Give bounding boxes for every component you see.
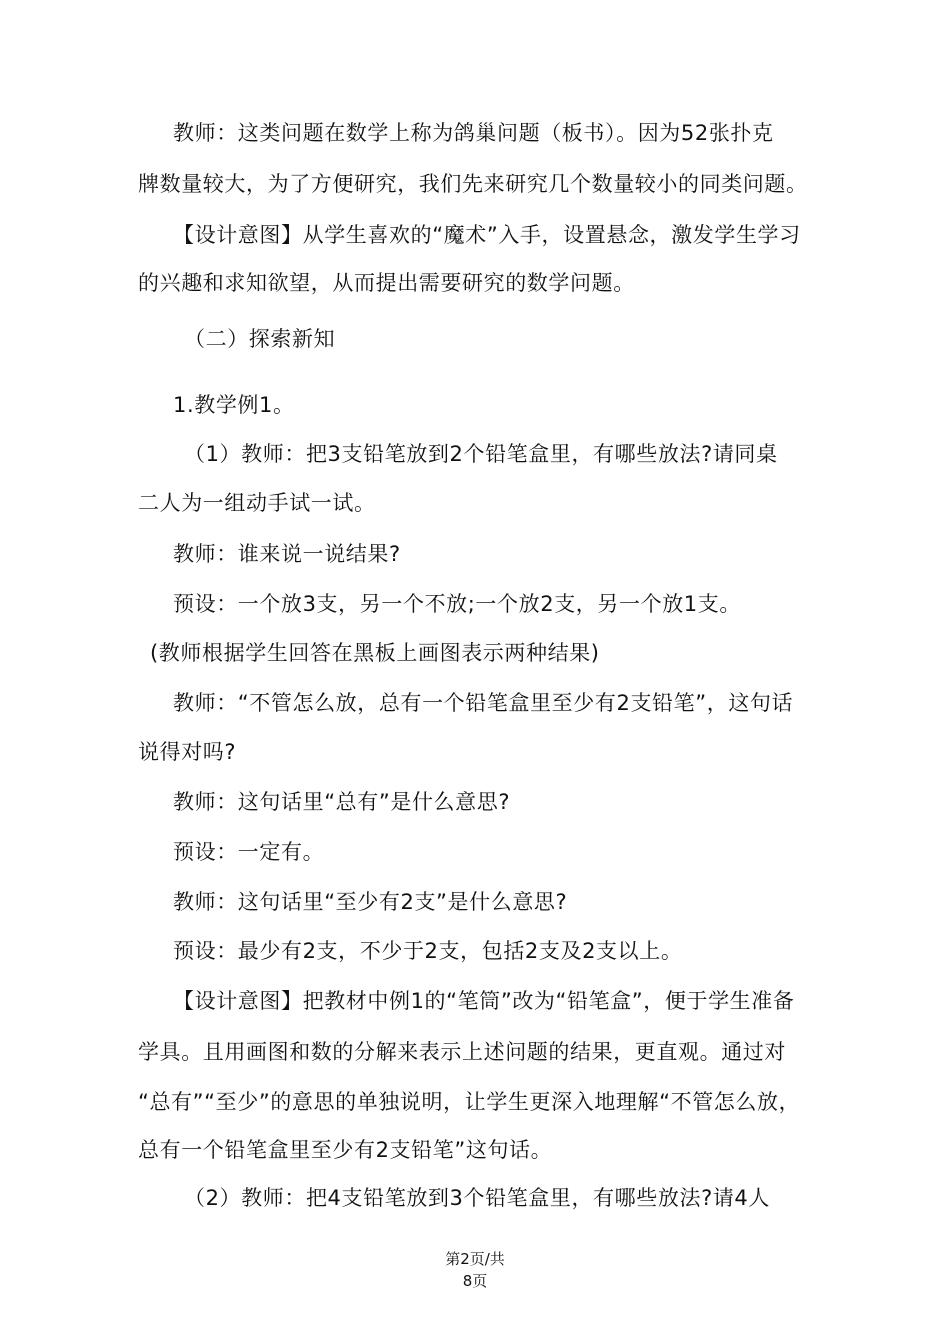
- page-footer-line2: 8页: [462, 1272, 488, 1290]
- example-heading: 1.教学例1。: [173, 393, 295, 417]
- paragraph-line: 教师：这句话里“总有”是什么意思?: [173, 790, 511, 814]
- paragraph-line: 的兴趣和求知欲望，从而提出需要研究的数学问题。: [138, 271, 635, 295]
- paragraph-line: 教师：谁来说一说结果?: [173, 542, 401, 566]
- page-footer-line1: 第2页/共: [445, 1250, 505, 1268]
- paragraph-line: （2）教师：把4支铅笔放到3个铅笔盒里，有哪些放法?请4人: [184, 1186, 770, 1210]
- paragraph-line: 二人为一组动手试一试。: [138, 491, 376, 515]
- paragraph-line: (教师根据学生回答在黑板上画图表示两种结果): [150, 641, 600, 665]
- section-heading: （二）探索新知: [184, 327, 336, 351]
- paragraph-line: 教师：这类问题在数学上称为鸽巢问题（板书）。因为52张扑克: [173, 121, 774, 145]
- paragraph-line: 教师：“不管怎么放，总有一个铅笔盒里至少有2支铅笔”，这句话: [173, 691, 794, 715]
- paragraph-line: 预设：一个放3支，另一个不放;一个放2支，另一个放1支。: [173, 592, 741, 616]
- paragraph-line: 预设：一定有。: [173, 840, 325, 864]
- paragraph-line: “总有”“至少”的意思的单独说明，让学生更深入地理解“不管怎么放，: [138, 1090, 801, 1114]
- paragraph-line: 牌数量较大，为了方便研究，我们先来研究几个数量较小的同类问题。: [138, 172, 808, 196]
- paragraph-line: 学具。且用画图和数的分解来表示上述问题的结果，更直观。通过对: [138, 1040, 786, 1064]
- paragraph-line: 预设：最少有2支，不少于2支，包括2支及2支以上。: [173, 939, 683, 963]
- paragraph-line: 教师：这句话里“至少有2支”是什么意思?: [173, 890, 568, 914]
- paragraph-line: 【设计意图】把教材中例1的“笔筒”改为“铅笔盒”，便于学生准备: [173, 989, 795, 1013]
- paragraph-line: （1）教师：把3支铅笔放到2个铅笔盒里，有哪些放法?请同桌: [184, 442, 778, 466]
- paragraph-line: 【设计意图】从学生喜欢的“魔术”入手，设置悬念，激发学生学习: [173, 223, 801, 247]
- paragraph-line: 说得对吗?: [138, 740, 237, 764]
- paragraph-line: 总有一个铅笔盒里至少有2支铅笔”这句话。: [138, 1138, 553, 1162]
